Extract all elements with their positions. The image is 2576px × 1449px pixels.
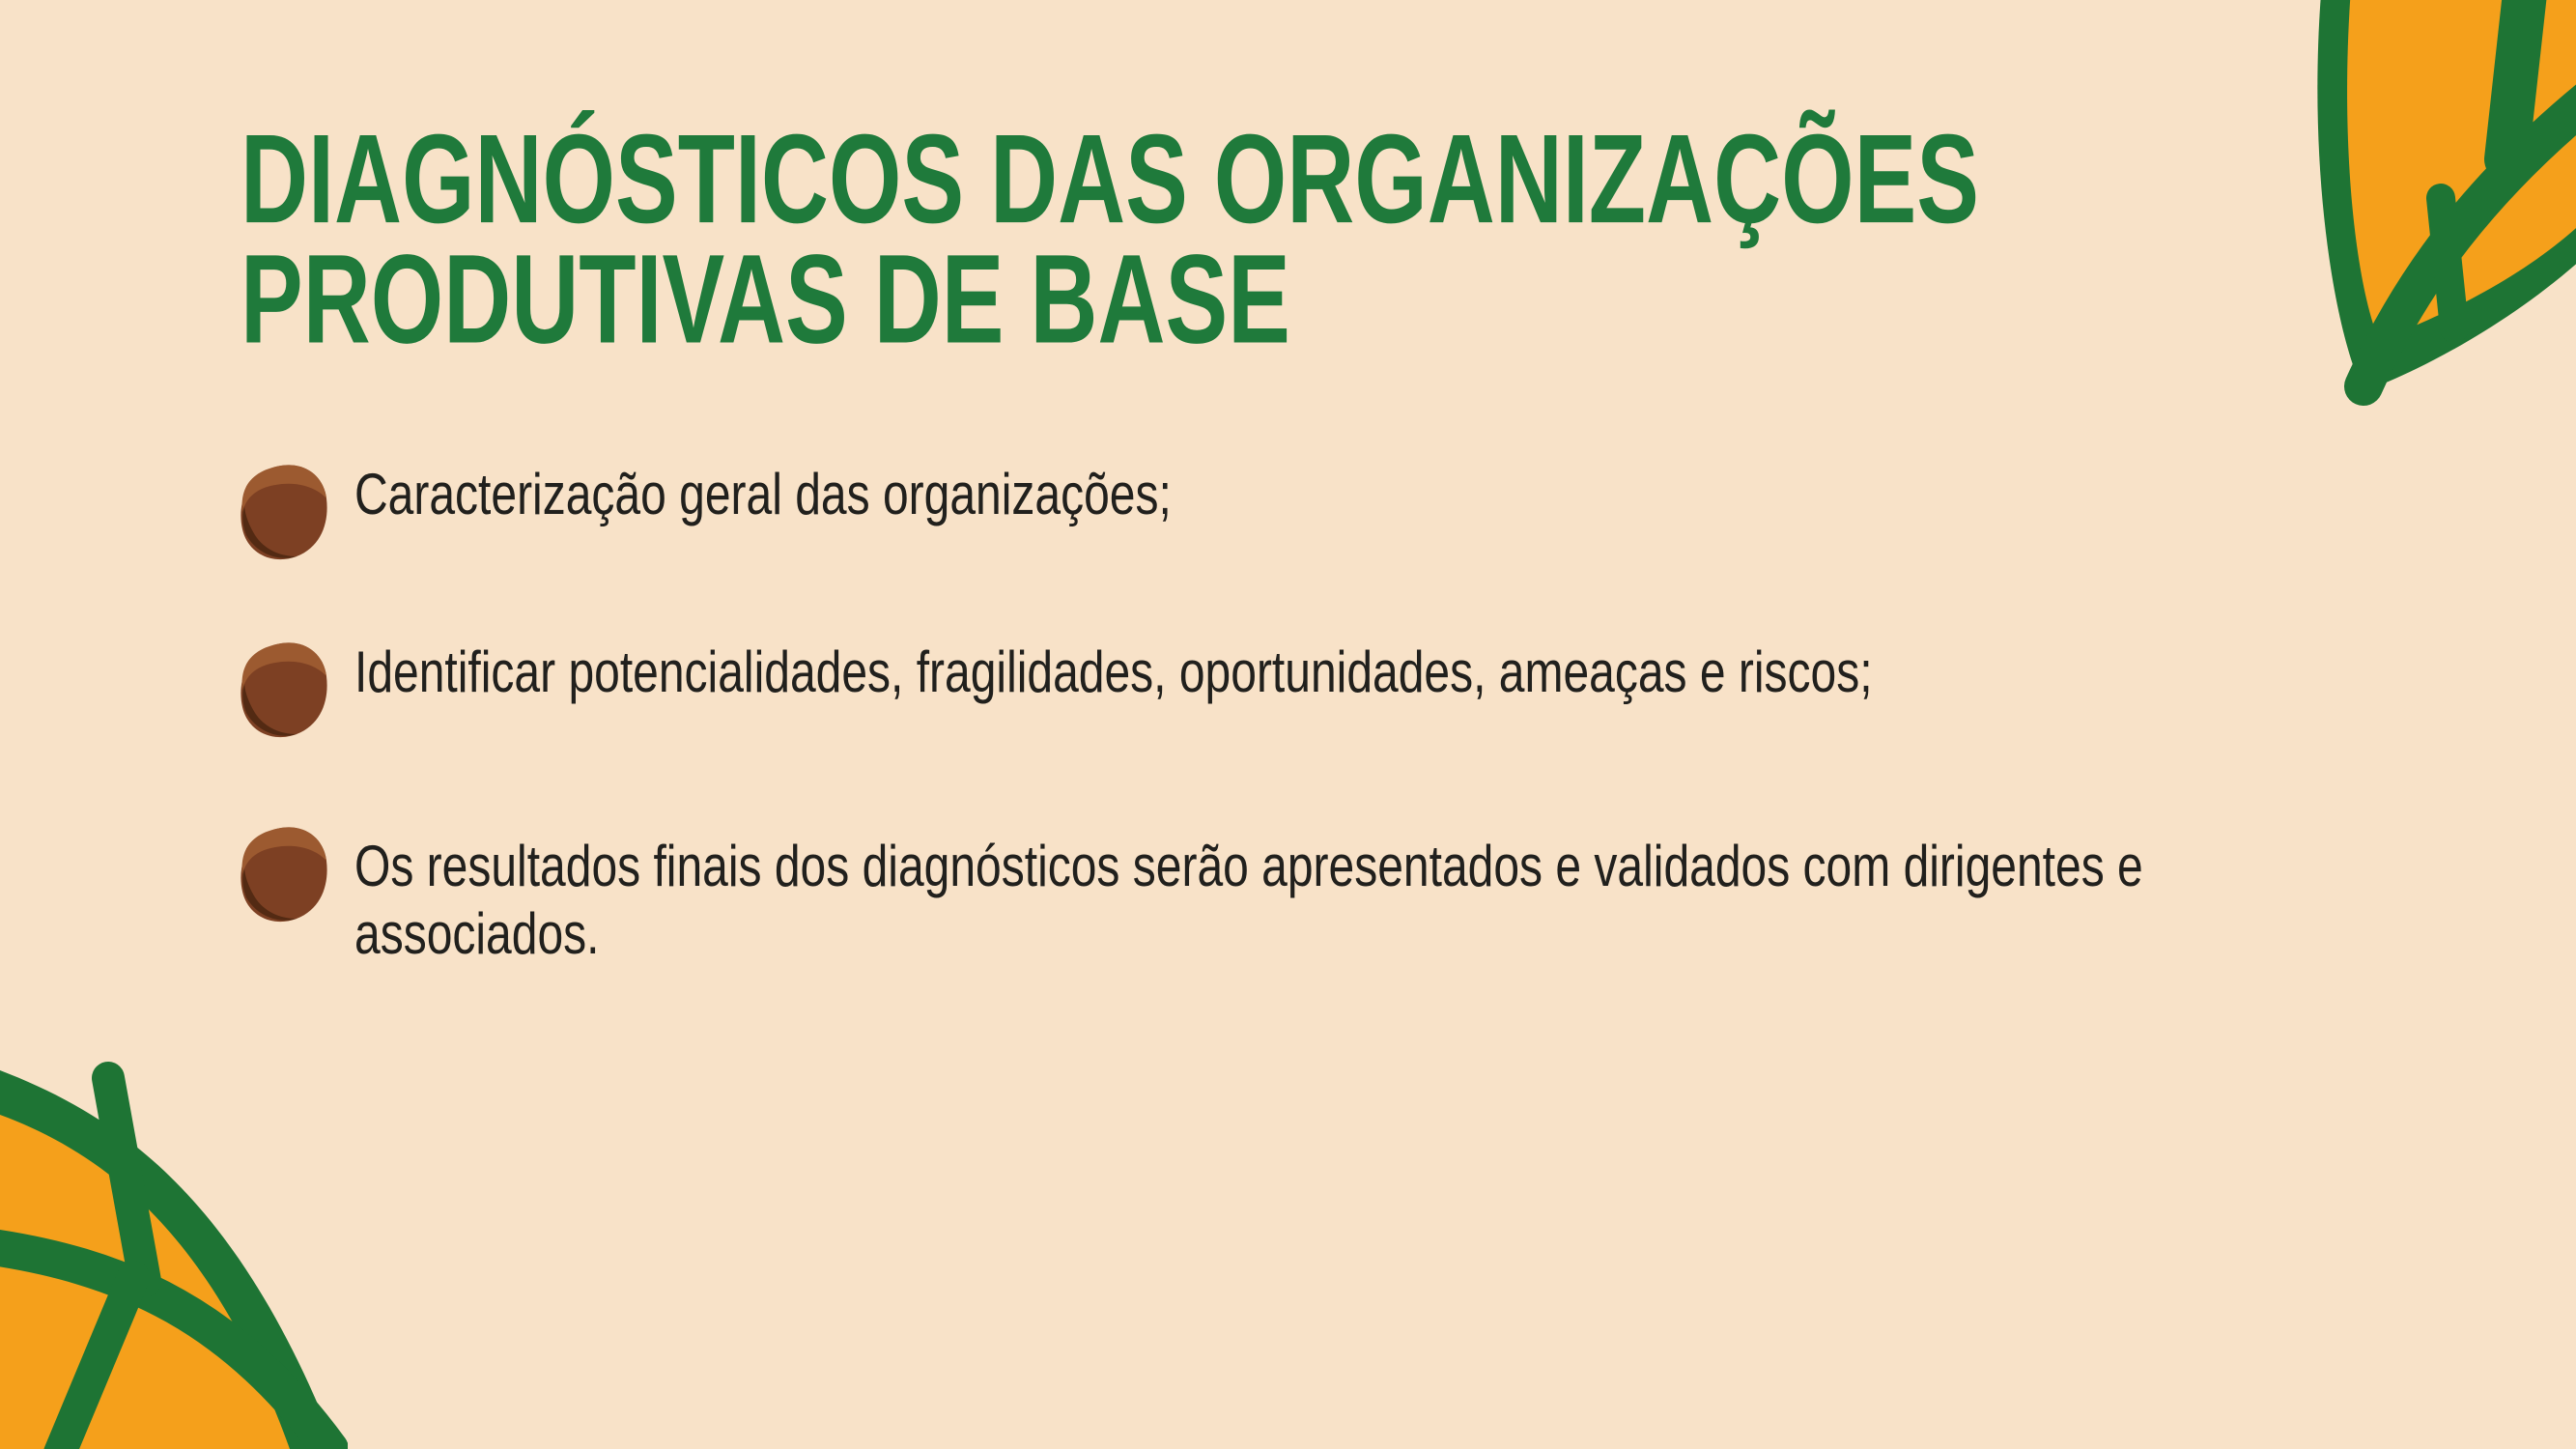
cacao-seed-bullet-icon xyxy=(237,639,329,740)
bullet-item xyxy=(237,639,2458,740)
bullet-list xyxy=(237,462,2458,967)
bullet-item xyxy=(237,462,2458,562)
bullet-text xyxy=(354,462,1172,529)
bullet-text xyxy=(354,639,1873,707)
slide-title-line: PRODUTIVAS DE BASE xyxy=(241,228,1290,371)
bullet-text-line: Caracterização geral das organizações; xyxy=(354,463,1172,527)
leaf-decoration-bottom-left xyxy=(0,1043,348,1449)
bullet-item xyxy=(237,824,2458,967)
leaf-vein xyxy=(2441,198,2454,328)
bullet-text-line: associados. xyxy=(354,902,600,967)
leaf-vein xyxy=(2506,0,2526,159)
bullet-text xyxy=(354,824,2143,969)
slide-title xyxy=(241,108,2395,371)
slide-title-line: DIAGNÓSTICOS DAS ORGANIZAÇÕES xyxy=(241,108,1980,250)
cacao-seed-bullet-icon xyxy=(237,824,329,924)
cacao-seed-bullet-icon xyxy=(237,462,329,562)
bullet-text-line: Identificar potencialidades, fragilidades, oportunidades, ameaças e riscos; xyxy=(354,640,1873,705)
bullet-text-line: Os resultados finais dos diagnósticos serão apresentados e validados com dirigentes e xyxy=(354,835,2143,899)
